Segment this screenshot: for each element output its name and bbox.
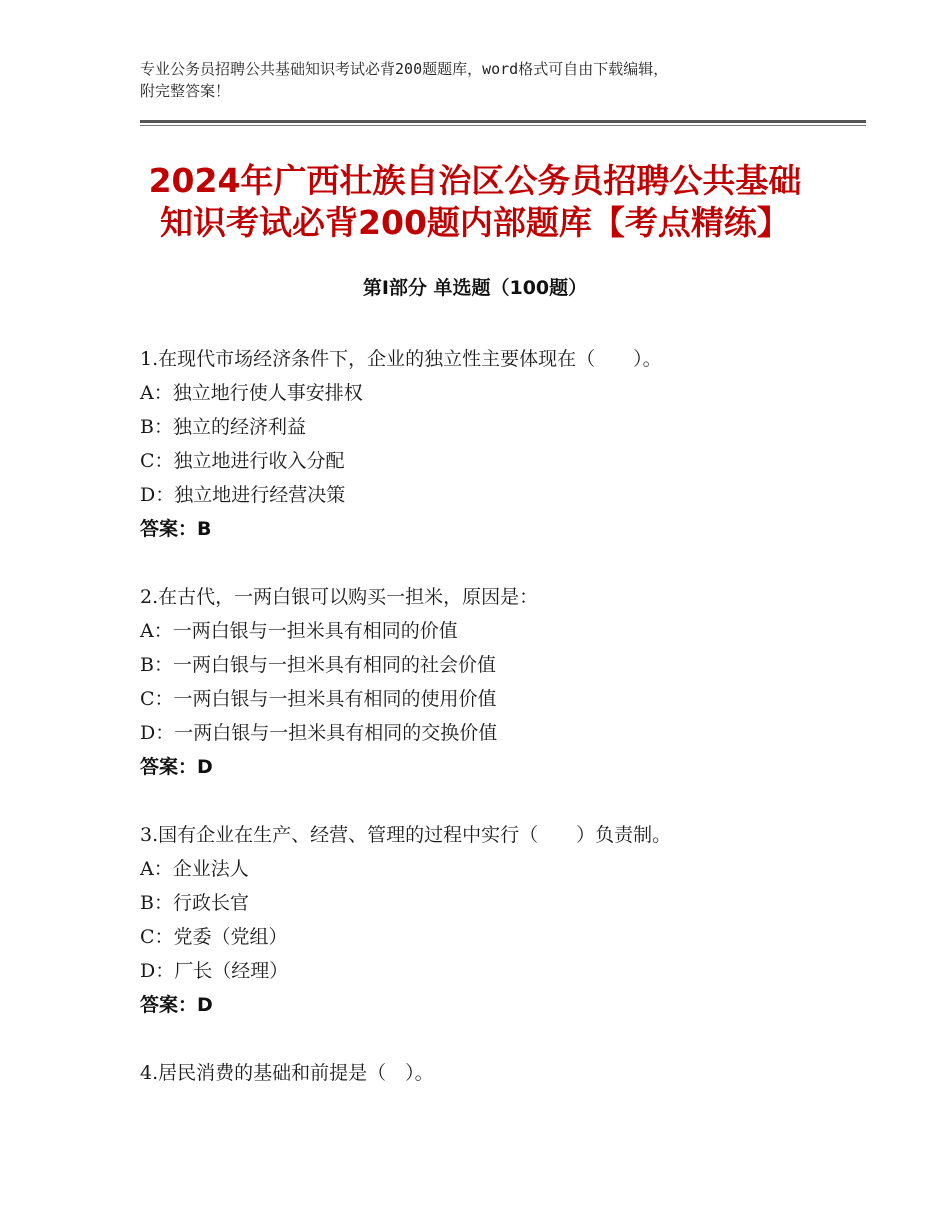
option-c: C：独立地进行收入分配 — [140, 450, 345, 472]
document-title — [100, 160, 850, 244]
question-item — [140, 342, 860, 546]
option-a: A：一两白银与一担米具有相同的价值 — [140, 620, 458, 642]
title-line: 2024年广西壮族自治区公务员招聘公共基础 — [148, 161, 802, 200]
option-d: D：一两白银与一担米具有相同的交换价值 — [140, 722, 498, 744]
question-stem: 1.在现代市场经济条件下，企业的独立性主要体现在（ ）。 — [140, 348, 662, 370]
question-item — [140, 1056, 860, 1090]
question-stem: 4.居民消费的基础和前提是（ ）。 — [140, 1062, 434, 1084]
option-c: C：一两白银与一担米具有相同的使用价值 — [140, 688, 497, 710]
option-b: B：行政长官 — [140, 892, 249, 914]
question-item — [140, 818, 860, 1022]
option-d: D：独立地进行经营决策 — [140, 484, 346, 506]
option-b: B：独立的经济利益 — [140, 416, 306, 438]
title-line: 知识考试必背200题内部题库【考点精练】 — [160, 203, 790, 242]
question-stem: 3.国有企业在生产、经营、管理的过程中实行（ ）负责制。 — [140, 824, 672, 846]
question-item — [140, 580, 860, 784]
section-heading: 第Ⅰ部分 单选题（100题） — [362, 277, 588, 299]
option-c: C：党委（党组） — [140, 926, 288, 948]
answer-line: 答案：D — [140, 756, 213, 778]
header-note-line: 专业公务员招聘公共基础知识考试必背200题题库，word格式可自由下载编辑， — [140, 60, 669, 78]
header-note-line: 附完整答案！ — [140, 82, 231, 100]
header-note — [140, 58, 840, 102]
option-b: B：一两白银与一担米具有相同的社会价值 — [140, 654, 496, 676]
option-a: A：独立地行使人事安排权 — [140, 382, 363, 404]
answer-line: 答案：D — [140, 994, 213, 1016]
header-divider — [140, 120, 866, 126]
question-list — [140, 342, 860, 1124]
answer-line: 答案：B — [140, 518, 212, 540]
option-d: D：厂长（经理） — [140, 960, 289, 982]
option-a: A：企业法人 — [140, 858, 249, 880]
question-stem: 2.在古代，一两白银可以购买一担米，原因是： — [140, 586, 539, 608]
